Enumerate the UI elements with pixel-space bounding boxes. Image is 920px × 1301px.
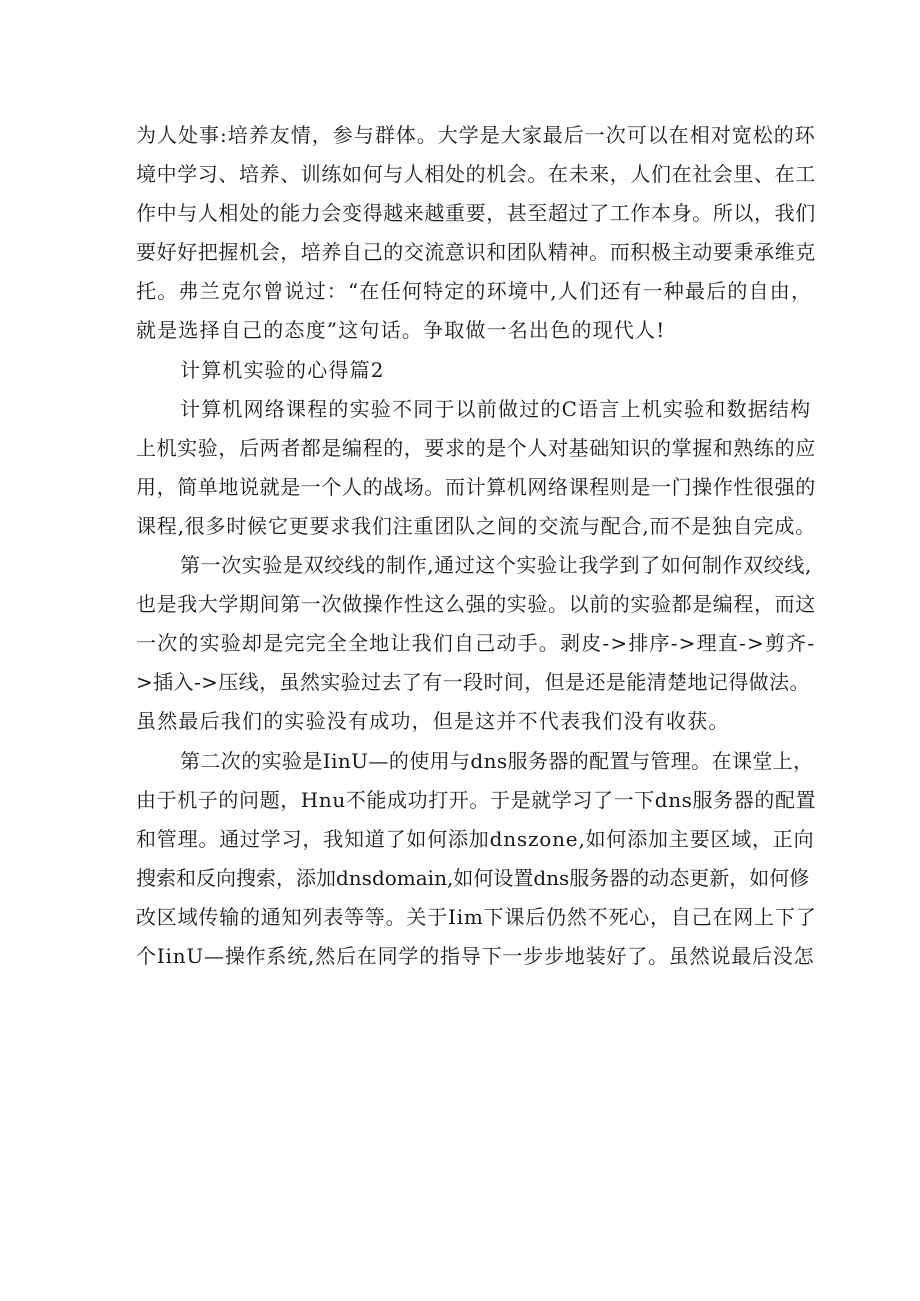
- text-line: 就是选择自己的态度”这句话。争取做一名出色的现代人!: [136, 318, 666, 343]
- text-line: 个IinU—操作系统,然后在同学的指导下一步步地装好了。虽然说最后没怎: [136, 943, 815, 968]
- text-line: 境中学习、培养、训练如何与人相处的机会。在未来，人们在社会里、在工: [136, 162, 816, 187]
- text-line: 和管理。通过学习，我知道了如何添加dnszone,如何添加主要区域，正向: [136, 826, 815, 851]
- text-line: 也是我大学期间第一次做操作性这么强的实验。以前的实验都是编程，而这: [136, 592, 816, 617]
- text-line: 改区域传输的通知列表等等。关于Iim下课后仍然不死心，自己在网上下了: [136, 904, 816, 929]
- text-line: 搜索和反向搜索，添加dnsdomain,如何设置dns服务器的动态更新，如何修: [136, 865, 810, 890]
- text-line: 上机实验，后两者都是编程的，要求的是个人对基础知识的掌握和熟练的应: [136, 435, 816, 460]
- text-line: 虽然最后我们的实验没有成功，但是这并不代表我们没有收获。: [136, 709, 730, 734]
- text-line: 一次的实验却是完完全全地让我们自己动手。剥皮->排序->理直->剪齐-: [136, 631, 816, 656]
- text-line: 托。弗兰克尔曾说过：“在任何特定的环境中,人们还有一种最后的自由，: [136, 279, 813, 304]
- text-line: 作中与人相处的能力会变得越来越重要，甚至超过了工作本身。所以，我们: [136, 201, 816, 226]
- text-line: 要好好把握机会，培养自己的交流意识和团队精神。而积极主动要秉承维克: [136, 240, 816, 265]
- text-line: 计算机网络课程的实验不同于以前做过的C语言上机实验和数据结构: [180, 396, 812, 421]
- text-line: 由于机子的问题，Hnu不能成功打开。于是就学习了一下dns服务器的配置: [136, 787, 816, 812]
- text-line: 用，简单地说就是一个人的战场。而计算机网络课程则是一门操作性很强的: [136, 474, 816, 499]
- document-body: [136, 116, 816, 976]
- text-line: 第二次的实验是IinU—的使用与dns服务器的配置与管理。在课堂上，: [180, 748, 814, 773]
- text-line: 第一次实验是双绞线的制作,通过这个实验让我学到了如何制作双绞线,: [180, 553, 812, 578]
- section-heading: 计算机实验的心得篇2: [180, 357, 385, 382]
- text-line: 为人处事:培养友情，参与群体。大学是大家最后一次可以在相对宽松的环: [136, 123, 816, 147]
- text-line: >插入->压线，虽然实验过去了有一段时间，但是还是能清楚地记得做法。: [136, 670, 810, 695]
- text-line: 课程,很多时候它更要求我们注重团队之间的交流与配合,而不是独自完成。: [136, 513, 816, 538]
